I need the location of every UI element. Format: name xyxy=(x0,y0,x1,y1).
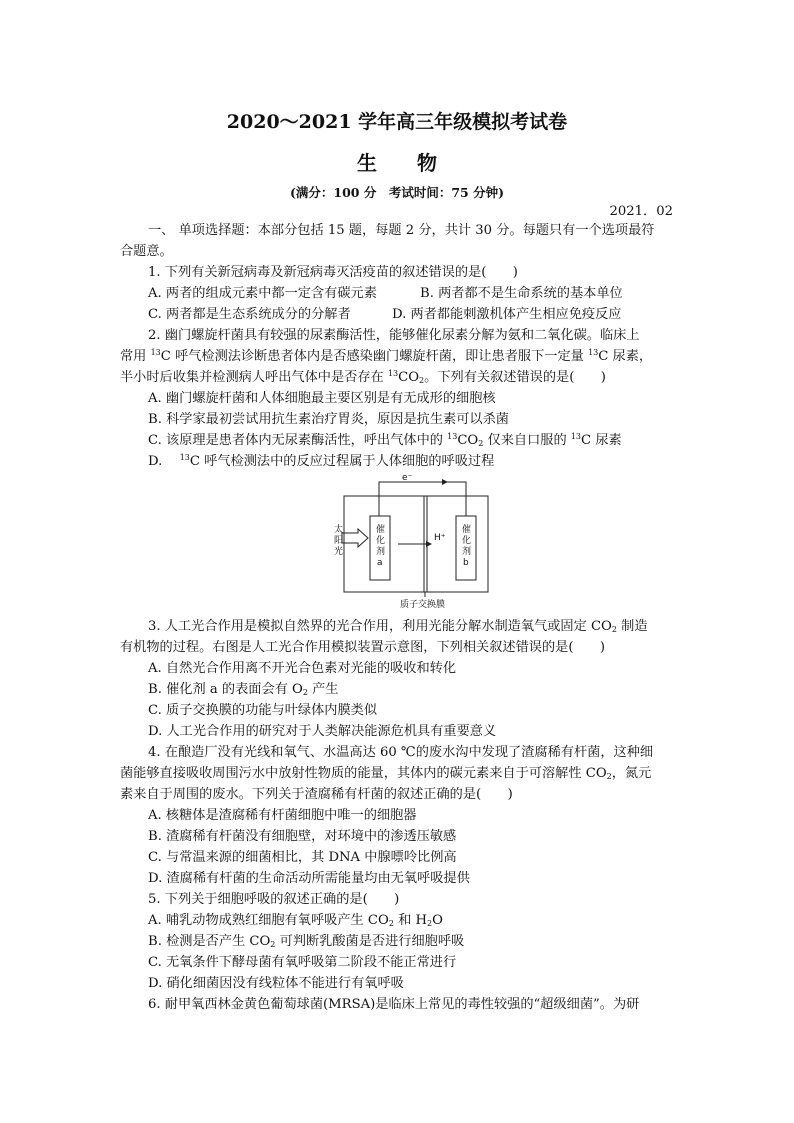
electron-label: e⁻ xyxy=(402,473,413,483)
section-heading-cont: 合题意。 xyxy=(120,244,173,259)
q1-stem: 1. 下列有关新冠病毒及新冠病毒灭活疫苗的叙述错误的是( ) xyxy=(148,265,518,280)
q3-option-b: B. 催化剂 a 的表面会有 $O_2$ 产生 xyxy=(148,682,339,697)
q2-option-a: A. 幽门螺旋杆菌和人体细胞最主要区别是有无成形的细胞核 xyxy=(148,391,496,406)
q5-option-d: D. 硝化细菌因没有线粒体不能进行有氧呼吸 xyxy=(148,976,404,991)
catalyst-a-label-2: 化 xyxy=(376,536,386,546)
sunlight-label-2: 阳 xyxy=(334,536,344,546)
q3-option-a: A. 自然光合作用离不开光合色素对光能的吸收和转化 xyxy=(148,661,457,676)
q2-option-d: D. $^{13}$C 呼气检测法中的反应过程属于人体细胞的呼吸过程 xyxy=(148,453,495,469)
q1-option-d: D. 两者都能刺激机体产生相应免疫反应 xyxy=(392,307,622,322)
catalyst-b-label-1: 催 xyxy=(462,525,472,535)
q4-stem-line3: 素来自于周围的废水。下列关于渣腐稀有杆菌的叙述正确的是( ) xyxy=(120,787,513,802)
q4-option-a: A. 核糖体是渣腐稀有杆菌细胞中唯一的细胞器 xyxy=(148,808,417,823)
subject-title: 生 物 xyxy=(357,151,437,175)
q2-option-b: B. 科学家最初尝试用抗生素治疗胃炎，原因是抗生素可以杀菌 xyxy=(148,412,509,427)
catalyst-b-label-4: b xyxy=(463,558,469,568)
catalyst-a-label-3: 剂 xyxy=(376,547,386,557)
q4-stem-line2: 菌能够直接吸收周围污水中放射性物质的能量，其体内的碳元素来自于可溶解性 $CO_2$，氮元 xyxy=(120,766,652,781)
q4-option-d: D. 渣腐稀有杆菌的生命活动所需能量均由无氧呼吸提供 xyxy=(148,871,470,886)
q4-stem-line1: 4. 在酿造厂没有光线和氧气、水温高达 60 ℃的废水沟中发现了渣腐稀有杆菌，这种细 xyxy=(148,745,654,760)
proton-label: H⁺ xyxy=(434,533,446,543)
q5-option-c: C. 无氧条件下酵母菌有氧呼吸第二阶段不能正常进行 xyxy=(148,955,457,970)
q3-stem-line2: 有机物的过程。右图是人工光合作用模拟装置示意图，下列相关叙述错误的是( ) xyxy=(120,640,606,655)
proton-arrow-head xyxy=(426,541,432,547)
q4-option-c: C. 与常温来源的细菌相比，其 DNA 中腺嘌呤比例高 xyxy=(148,850,457,865)
q1-option-b: B. 两者都不是生命系统的基本单位 xyxy=(420,286,623,301)
q3-option-d: D. 人工光合作用的研究对于人类解决能源危机具有重要意义 xyxy=(148,724,497,739)
exam-date: 2021．02 xyxy=(609,204,673,219)
external-wire xyxy=(379,482,466,516)
membrane-label: 质子交换膜 xyxy=(400,600,446,610)
artificial-photosynthesis-diagram xyxy=(330,472,490,610)
exam-meta: (满分：100 分 考试时间：75 分钟) xyxy=(289,185,505,200)
q3-option-c: C. 质子交换膜的功能与叶绿体内膜类似 xyxy=(148,703,378,718)
q6-stem-line1: 6. 耐甲氧西林金黄色葡萄球菌(MRSA)是临床上常见的毒性较强的“超级细菌”。为研 xyxy=(148,997,640,1012)
q1-option-c: C. 两者都是生态系统成分的分解者 xyxy=(148,307,351,322)
catalyst-b-label-2: 化 xyxy=(462,536,472,546)
sunlight-label-3: 光 xyxy=(334,547,344,557)
q5-stem: 5. 下列关于细胞呼吸的叙述正确的是( ) xyxy=(148,892,400,907)
q2-stem-line2: 常用 $^{13}$C 呼气检测法诊断患者体内是否感染幽门螺旋杆菌，即让患者服下一定量 $^{13}$C 尿素， xyxy=(120,348,653,364)
exam-title: 2020～2021 学年高三年级模拟考试卷 xyxy=(226,111,568,133)
electron-arrow-head xyxy=(442,479,448,485)
section-heading: 一、 单项选择题：本部分包括 15 题，每题 2 分，共计 30 分。每题只有一个选项最符 xyxy=(148,223,655,238)
q2-option-c: C. 该原理是患者体内无尿素酶活性，呼出气体中的 $^{13}CO_2$ 仅来自口服的 $^{13}$C 尿素 xyxy=(148,432,622,448)
sunlight-arrow xyxy=(342,529,368,547)
sunlight-label-1: 太 xyxy=(334,525,344,535)
q4-option-b: B. 渣腐稀有杆菌没有细胞壁，对环境中的渗透压敏感 xyxy=(148,829,457,844)
q2-stem-line1: 2. 幽门螺旋杆菌具有较强的尿素酶活性，能够催化尿素分解为氨和二氧化碳。临床上 xyxy=(148,328,640,343)
q3-stem-line1: 3. 人工光合作用是模拟自然界的光合作用，利用光能分解水制造氧气或固定 $CO_2$ 制造 xyxy=(148,619,648,634)
catalyst-a-label-4: a xyxy=(377,558,383,568)
q5-option-a: A. 哺乳动物成熟红细胞有氧呼吸产生 $CO_2$ 和 $H_2O$ xyxy=(148,913,443,928)
q5-option-b: B. 检测是否产生 $CO_2$ 可判断乳酸菌是否进行细胞呼吸 xyxy=(148,934,465,949)
q1-option-a: A. 两者的组成元素中都一定含有碳元素 xyxy=(148,286,377,301)
q2-stem-line3: 半小时后收集并检测病人呼出气体中是否存在 $^{13}CO_2$。下列有关叙述错误的是( ) xyxy=(120,369,606,385)
catalyst-a-label-1: 催 xyxy=(376,525,386,535)
catalyst-b-label-3: 剂 xyxy=(462,547,472,557)
